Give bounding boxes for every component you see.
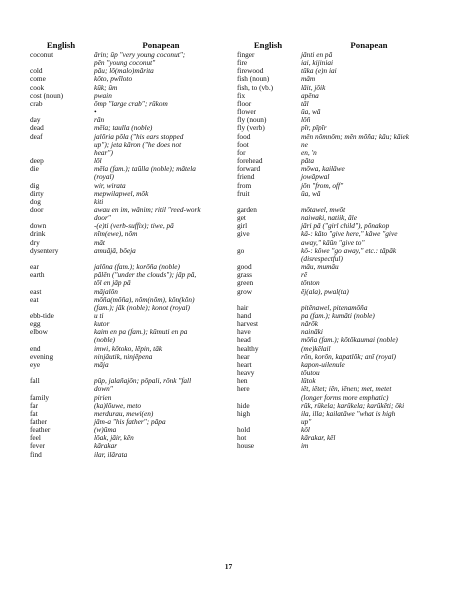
dictionary-entry (237, 385, 437, 401)
dictionary-entry (237, 442, 437, 450)
ponapean-translation: ēj(ala), pwal(ta) (301, 286, 349, 296)
english-word: fix (237, 91, 246, 100)
english-word: fly (verb) (237, 124, 265, 133)
dictionary-entry (237, 133, 437, 141)
english-word: girl (237, 222, 248, 231)
english-word: come (30, 75, 46, 84)
dictionary-entry (30, 230, 228, 238)
english-word: hand (237, 311, 252, 320)
header-ponapean: Ponapean (350, 40, 388, 50)
ponapean-translation: tōnton (301, 278, 320, 288)
ponapean-translation: iai, kijiniai (301, 58, 334, 68)
dictionary-entry (237, 190, 437, 198)
header-english: English (253, 40, 283, 50)
english-word: fish (noun) (237, 75, 270, 84)
dictionary-entry (30, 442, 228, 450)
english-word: food (237, 132, 251, 141)
ponapean-translation: iēt, iētet; iēn, iēnen; met, metet (longer forms more emphatic) (301, 384, 392, 402)
english-word: fall (30, 377, 40, 386)
english-word: father (30, 418, 48, 426)
english-word: heart (237, 360, 252, 369)
english-word: feel (30, 434, 41, 443)
dictionary-entry (30, 271, 228, 287)
ponapean-translation: lōak, jāir, kēn (94, 433, 134, 443)
dictionary-entry (237, 336, 437, 344)
english-word: cost (noun) (30, 91, 64, 100)
dictionary-entry (237, 84, 437, 92)
dictionary-entry (237, 51, 437, 59)
dictionary-entry (30, 100, 228, 116)
dictionary-entry (237, 247, 437, 263)
ponapean-translation: pāu; lō(malo)mārita (94, 66, 154, 76)
english-word: fever (30, 442, 45, 451)
dictionary-entry (237, 116, 437, 124)
dictionary-entry (30, 165, 228, 181)
english-word: high (237, 409, 250, 418)
english-word: eat (30, 295, 39, 304)
left-column (30, 40, 228, 459)
dictionary-entry (237, 149, 437, 157)
english-word: family (30, 393, 50, 402)
english-word: hen (237, 377, 248, 386)
dictionary-entry (30, 247, 228, 255)
english-word: day (30, 116, 41, 125)
ponapean-translation: kūk; ūm (94, 82, 118, 92)
ponapean-translation: naināki (301, 327, 323, 337)
ponapean-translation: kō-: kōwe "go away," etc.: tāpāk (disrespectful) (301, 245, 397, 263)
ponapean-translation: jalōna (fam.); korōña (noble) (94, 262, 180, 272)
english-word: grow (237, 287, 252, 296)
ponapean-translation: kārakar, kēl (301, 433, 336, 443)
english-word: go (237, 246, 245, 255)
ponapean-translation: pūp, jalañajōn; pōpali, rōnk "fall down" (94, 376, 192, 394)
dictionary-entry (237, 230, 437, 246)
dictionary-entry (237, 288, 437, 296)
english-word: elbow (30, 328, 48, 337)
ponapean-translation: pitēnawel, pitenamōña (301, 302, 368, 312)
ponapean-translation: jowāpwal (301, 172, 330, 182)
english-word: grass (237, 271, 252, 280)
header-english: English (46, 40, 76, 50)
ponapean-translation: ūa, wā (301, 107, 321, 117)
english-word: ebb-tide (30, 311, 54, 320)
ponapean-translation: ilar, ilārata (94, 449, 128, 459)
ponapean-translation: (ka)lōuwe, meto (94, 400, 142, 410)
english-word: cook (30, 83, 45, 92)
ponapean-translation: u ti (94, 310, 104, 320)
english-word: foot (237, 140, 249, 149)
dictionary-entry (30, 434, 228, 442)
dictionary-entry (237, 59, 437, 67)
english-word: fat (30, 409, 38, 418)
english-word: fish, to (vb.) (237, 83, 274, 92)
english-word: heavy (237, 369, 255, 378)
ponapean-translation: mēn nōmnōm; mēn mōña; kāu; kāiek (301, 131, 409, 141)
english-word: hold (237, 426, 250, 435)
english-word: firewood (237, 67, 264, 76)
ponapean-translation: ūa, wā (301, 188, 321, 198)
dictionary-entry (30, 75, 228, 83)
ponapean-translation: merdurau, mewi(en) (94, 408, 154, 418)
ponapean-translation: rān (94, 115, 105, 125)
dictionary-entry (237, 165, 437, 173)
english-word: house (237, 442, 255, 451)
dictionary-entry (30, 377, 228, 393)
dictionary-entry (237, 434, 437, 442)
ponapean-translation: naiwaki, natiik, āle (301, 213, 357, 223)
ponapean-translation: pirien (94, 392, 112, 402)
ponapean-translation: lāit, jōik (301, 82, 326, 92)
dictionary-entry (237, 182, 437, 190)
english-word: dysentery (30, 246, 59, 255)
dictionary-entry (30, 296, 228, 312)
ponapean-translation: rē (301, 270, 308, 280)
english-word: green (237, 279, 254, 288)
dictionary-entry (237, 75, 437, 83)
ponapean-translation: imwi, kōtoko, lēpin, tāk (94, 343, 163, 353)
english-word: eye (30, 360, 41, 369)
ponapean-translation: pa (fam.); kumāti (noble) (301, 310, 375, 320)
english-word: dig (30, 181, 40, 190)
english-word: crab (30, 99, 43, 108)
ponapean-translation: pālēn ("under the clouds"); jāp pā, tōl en jāp pā (94, 270, 197, 288)
english-word: hear (237, 352, 250, 361)
ponapean-translation: kārakar (94, 441, 118, 451)
english-word: east (30, 287, 42, 296)
english-word: get (237, 214, 246, 223)
english-word: find (30, 450, 42, 459)
ponapean-translation: kaim en pa (fam.); kūmuti en pa (noble) (94, 327, 188, 345)
english-word: dead (30, 124, 44, 133)
dictionary-entry (30, 51, 228, 67)
ponapean-translation: rūk, rūkela; karūkela; karūkēti; ōki (301, 400, 405, 410)
right-column (237, 40, 437, 451)
right-entries (237, 51, 437, 451)
english-word: hair (237, 303, 249, 312)
english-word: friend (237, 173, 255, 182)
english-word: hide (237, 401, 250, 410)
ponapean-translation: pīr, pīpīr (301, 123, 327, 133)
ponapean-translation: apēna (301, 90, 319, 100)
dictionary-entry (30, 312, 228, 320)
dictionary-entry (30, 190, 228, 198)
ponapean-translation: jāri pā ("girl child"), pōnakop (301, 221, 390, 231)
english-word: floor (237, 99, 252, 108)
english-word: fruit (237, 189, 250, 198)
dictionary-entry (30, 451, 228, 459)
ponapean-translation: ōmp "large crab"; rūkom • (94, 98, 168, 117)
english-word: ear (30, 263, 39, 272)
ponapean-translation: awau en im, wānim; ritil "reed-work door" (94, 204, 201, 223)
ponapean-translation: pwain (94, 90, 112, 100)
left-entries (30, 51, 228, 459)
ponapean-translation: im (301, 441, 309, 451)
dictionary-entry (30, 328, 228, 344)
ponapean-translation: ila, illa; kailatāwe "what is high up" (301, 408, 396, 426)
ponapean-translation: jānti en pā (301, 50, 333, 59)
ponapean-translation: lūtok (301, 376, 316, 386)
dictionary-entry (30, 84, 228, 92)
ponapean-translation: jalōria pōla ("his ears stopped up"); jeta kāron ("he does not hear") (94, 131, 184, 157)
english-word: finger (237, 51, 255, 59)
english-word: flower (237, 108, 257, 117)
english-word: for (237, 148, 246, 157)
dictionary-entry (237, 67, 437, 75)
ponapean-translation: lōl (94, 156, 102, 166)
english-word: harvest (237, 320, 259, 329)
ponapean-translation: māja (94, 359, 109, 369)
page-number: 17 (224, 562, 233, 571)
english-word: down (30, 222, 47, 231)
ponapean-translation: mōña (fam.); kōtōkaumai (noble) (301, 335, 398, 345)
dictionary-entry (237, 410, 437, 426)
ponapean-translation: mōña(mōña), nōm(nōm), kōn(kōn) (fam.); jāk (noble); konot (royal) (94, 294, 195, 312)
english-word: from (237, 181, 252, 190)
dictionary-entry (30, 353, 228, 361)
english-word: cold (30, 67, 43, 76)
english-word: give (237, 230, 250, 239)
english-word: die (30, 165, 39, 174)
dictionary-entry (237, 312, 437, 320)
ponapean-translation: wir, wirata (94, 180, 126, 190)
english-word: dog (30, 197, 41, 206)
ponapean-translation: amuājā, bōeja (94, 245, 136, 255)
dictionary-entry (237, 141, 437, 149)
dictionary-entry (237, 361, 437, 369)
ponapean-translation: (w)ūma (94, 425, 117, 435)
english-word: feather (30, 426, 51, 435)
english-word: have (237, 328, 251, 337)
ponapean-translation: mām (301, 74, 316, 84)
ponapean-translation: kōl (301, 425, 310, 435)
english-word: door (30, 205, 44, 214)
ponapean-translation: pāta (301, 156, 314, 166)
english-word: coconut (30, 51, 54, 59)
ponapean-translation: jām-a "his father"; pāpa (94, 417, 166, 426)
dictionary-entry (237, 92, 437, 100)
ponapean-translation: lōñ (301, 115, 311, 125)
ponapean-translation: kā-: kāto "give here," kāwe "give away," kāūn "give to" (301, 229, 398, 247)
english-word: forehead (237, 157, 263, 166)
dictionary-entry (30, 418, 228, 426)
english-word: good (237, 263, 252, 272)
english-word: hot (237, 434, 247, 443)
ponapean-translation: ninjāutik, ninjēpena (94, 351, 153, 361)
ponapean-translation: tōutou (301, 368, 320, 378)
english-word: fire (237, 59, 248, 68)
dictionary-entry (237, 426, 437, 434)
ponapean-translation: mēla; taulla (noble) (94, 123, 153, 133)
ponapean-translation: mepwilapwel, mōk (94, 188, 149, 198)
ponapean-translation: nārōk (301, 319, 319, 329)
right-column-header (237, 40, 437, 51)
ponapean-translation: en, 'n (301, 147, 317, 157)
dictionary-entry (30, 361, 228, 369)
ponapean-translation: ārin; ūp "very young coconut"; pēn "young coconut" (94, 50, 186, 68)
dictionary-entry (237, 100, 437, 108)
dictionary-entry (237, 369, 437, 377)
ponapean-translation: nīm(ewe), nōm (94, 229, 138, 239)
dictionary-entry (237, 263, 437, 271)
ponapean-translation: jōn "from, off" (301, 180, 344, 190)
english-word: drink (30, 230, 46, 239)
english-word: healthy (237, 344, 259, 353)
ponapean-translation: -(e)ti (verb-suffix); tiwe, pā (94, 221, 174, 231)
ponapean-translation: mōtawel, mwōt (301, 204, 346, 214)
ponapean-translation: mēla (fam.); taūlla (noble); mātela (royal) (94, 164, 196, 182)
english-word: end (30, 344, 41, 353)
dictionary-entry (237, 320, 437, 328)
dictionary-entry (30, 206, 228, 222)
english-word: egg (30, 320, 41, 329)
ponapean-translation: tūka (e)n iai (301, 66, 337, 76)
english-word: far (30, 401, 39, 410)
english-word: dirty (30, 189, 44, 198)
ponapean-translation: māt (94, 237, 105, 247)
ponapean-translation: mōwa, kailāwe (301, 164, 345, 174)
english-word: deep (30, 157, 44, 166)
english-word: garden (237, 205, 257, 214)
english-word: here (237, 385, 250, 394)
dictionary-entry (30, 133, 228, 157)
dictionary-entry (237, 108, 437, 116)
ponapean-translation: kōto, pwīloto (94, 74, 133, 84)
english-word: deaf (30, 132, 43, 141)
ponapean-translation: māu, mumāu (301, 262, 339, 272)
english-word: dry (30, 238, 40, 247)
ponapean-translation: rōn, korōn, kapatlōk; anī (royal) (301, 351, 396, 361)
ponapean-translation: kiti (94, 196, 104, 206)
ponapean-translation: mājalōn (94, 286, 118, 296)
english-word: forward (237, 165, 261, 174)
english-word: fly (noun) (237, 116, 267, 125)
ponapean-translation: (me)kēlail (301, 343, 331, 353)
ponapean-translation: kapon-uilenule (301, 359, 345, 369)
english-word: head (237, 336, 251, 345)
english-word: evening (30, 352, 54, 361)
ponapean-translation: kutor (94, 319, 110, 329)
ponapean-translation: tāl (301, 98, 309, 108)
header-ponapean: Ponapean (142, 40, 180, 50)
ponapean-translation: ne (301, 139, 308, 149)
dictionary-entry (237, 271, 437, 279)
english-word: earth (30, 271, 45, 280)
